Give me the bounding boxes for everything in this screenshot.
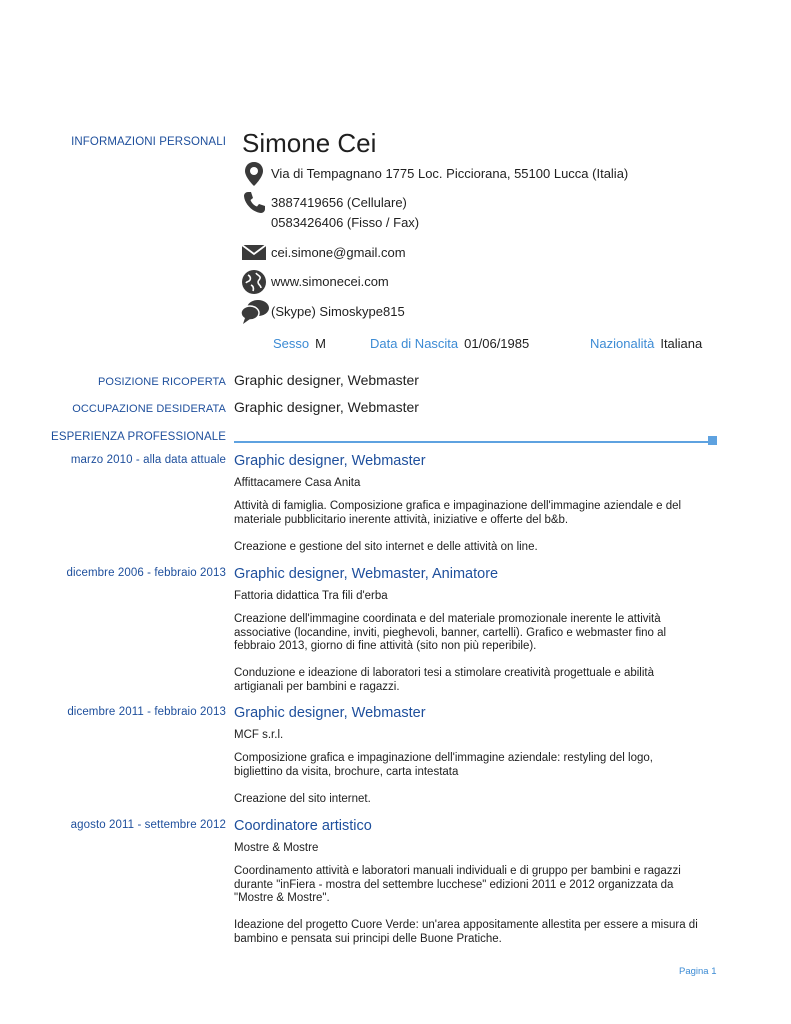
job-employer: MCF s.r.l.	[234, 729, 284, 741]
page-number: Pagina 1	[679, 966, 717, 977]
chat-bubble-icon	[240, 298, 268, 326]
job-dates: dicembre 2011 - febbraio 2013	[67, 706, 226, 718]
nationality-label: Nazionalità	[590, 336, 655, 351]
desired-occupation-value: Graphic designer, Webmaster	[234, 399, 419, 415]
nationality-field	[590, 336, 702, 351]
skype-id[interactable]: (Skype) Simoskype815	[271, 304, 405, 319]
phone-mobile[interactable]: 3887419656 (Cellulare)	[271, 195, 407, 210]
location-pin-icon	[240, 160, 268, 188]
job-description: Creazione dell'immagine coordinata e del materiale promozionale inerente le attività associative (locandine, inviti, pieghevoli, banner, cartelli). Grafico e webmaster fino al febbraio 2013, giorno di fine attività (sito non più reperibile).	[234, 613, 667, 652]
birth-date-field	[370, 336, 529, 351]
job-dates: marzo 2010 - alla data attuale	[70, 454, 226, 466]
section-label-experience: ESPERIENZA PROFESSIONALE	[51, 431, 226, 443]
phone-fixed[interactable]: 0583426406 (Fisso / Fax)	[271, 215, 420, 230]
phone-icon	[240, 189, 268, 217]
position-value: Graphic designer, Webmaster	[234, 372, 419, 388]
email-icon	[240, 239, 268, 267]
birth-date-label: Data di Nascita	[370, 336, 459, 351]
job-description: Creazione e gestione del sito internet e delle attività on line.	[234, 541, 538, 553]
desired-occupation-label: OCCUPAZIONE DESIDERATA	[72, 403, 226, 415]
email-link[interactable]: cei.simone@gmail.com	[271, 245, 406, 260]
job-title: Graphic designer, Webmaster	[234, 453, 426, 469]
section-divider-marker	[708, 436, 717, 445]
job-description: Creazione del sito internet.	[234, 793, 371, 805]
job-title: Coordinatore artistico	[234, 818, 372, 834]
job-employer: Mostre & Mostre	[234, 842, 319, 854]
sex-field	[273, 336, 326, 351]
job-employer: Fattoria didattica Tra fili d'erba	[234, 590, 388, 602]
job-description: Ideazione del progetto Cuore Verde: un'area appositamente allestita per essere a misura di bambino e pensata sui principi delle Buone Pratiche.	[234, 919, 698, 945]
website-link[interactable]: www.simonecei.com	[271, 274, 389, 289]
job-dates: agosto 2011 - settembre 2012	[70, 819, 226, 831]
sex-value: M	[315, 336, 326, 351]
section-divider	[234, 441, 708, 443]
sex-label: Sesso	[273, 336, 310, 351]
address-text: Via di Tempagnano 1775 Loc. Picciorana, 55100 Lucca (Italia)	[271, 166, 629, 181]
job-description: Composizione grafica e impaginazione dell'immagine aziendale: restyling del logo, bigliettino da visita, brochure, carta intestata	[234, 752, 653, 778]
nationality-value: Italiana	[660, 336, 703, 351]
job-title: Graphic designer, Webmaster	[234, 705, 426, 721]
birth-date-value: 01/06/1985	[464, 336, 530, 351]
job-employer: Affittacamere Casa Anita	[234, 477, 361, 489]
job-description: Attività di famiglia. Composizione grafica e impaginazione dell'immagine aziendale e del materiale pubblicitario inerente attività, iniziative e offerte del b&b.	[234, 500, 682, 526]
section-label-personal-info: INFORMAZIONI PERSONALI	[71, 136, 226, 148]
job-description: Conduzione e ideazione di laboratori tesi a stimolare creatività progettuale e abilità artigianali per bambini e ragazzi.	[234, 667, 654, 693]
position-label: POSIZIONE RICOPERTA	[97, 376, 226, 388]
job-title: Graphic designer, Webmaster, Animatore	[234, 566, 499, 582]
job-description: Coordinamento attività e laboratori manuali individuali e di gruppo per bambini e ragazzi durante "inFiera - mostra del settembre lucchese" edizioni 2011 e 2012 organizzata da "Mostre & Mostre".	[234, 865, 681, 904]
job-dates: dicembre 2006 - febbraio 2013	[66, 567, 226, 579]
candidate-name: Simone Cei	[242, 128, 377, 158]
globe-icon	[240, 268, 268, 296]
